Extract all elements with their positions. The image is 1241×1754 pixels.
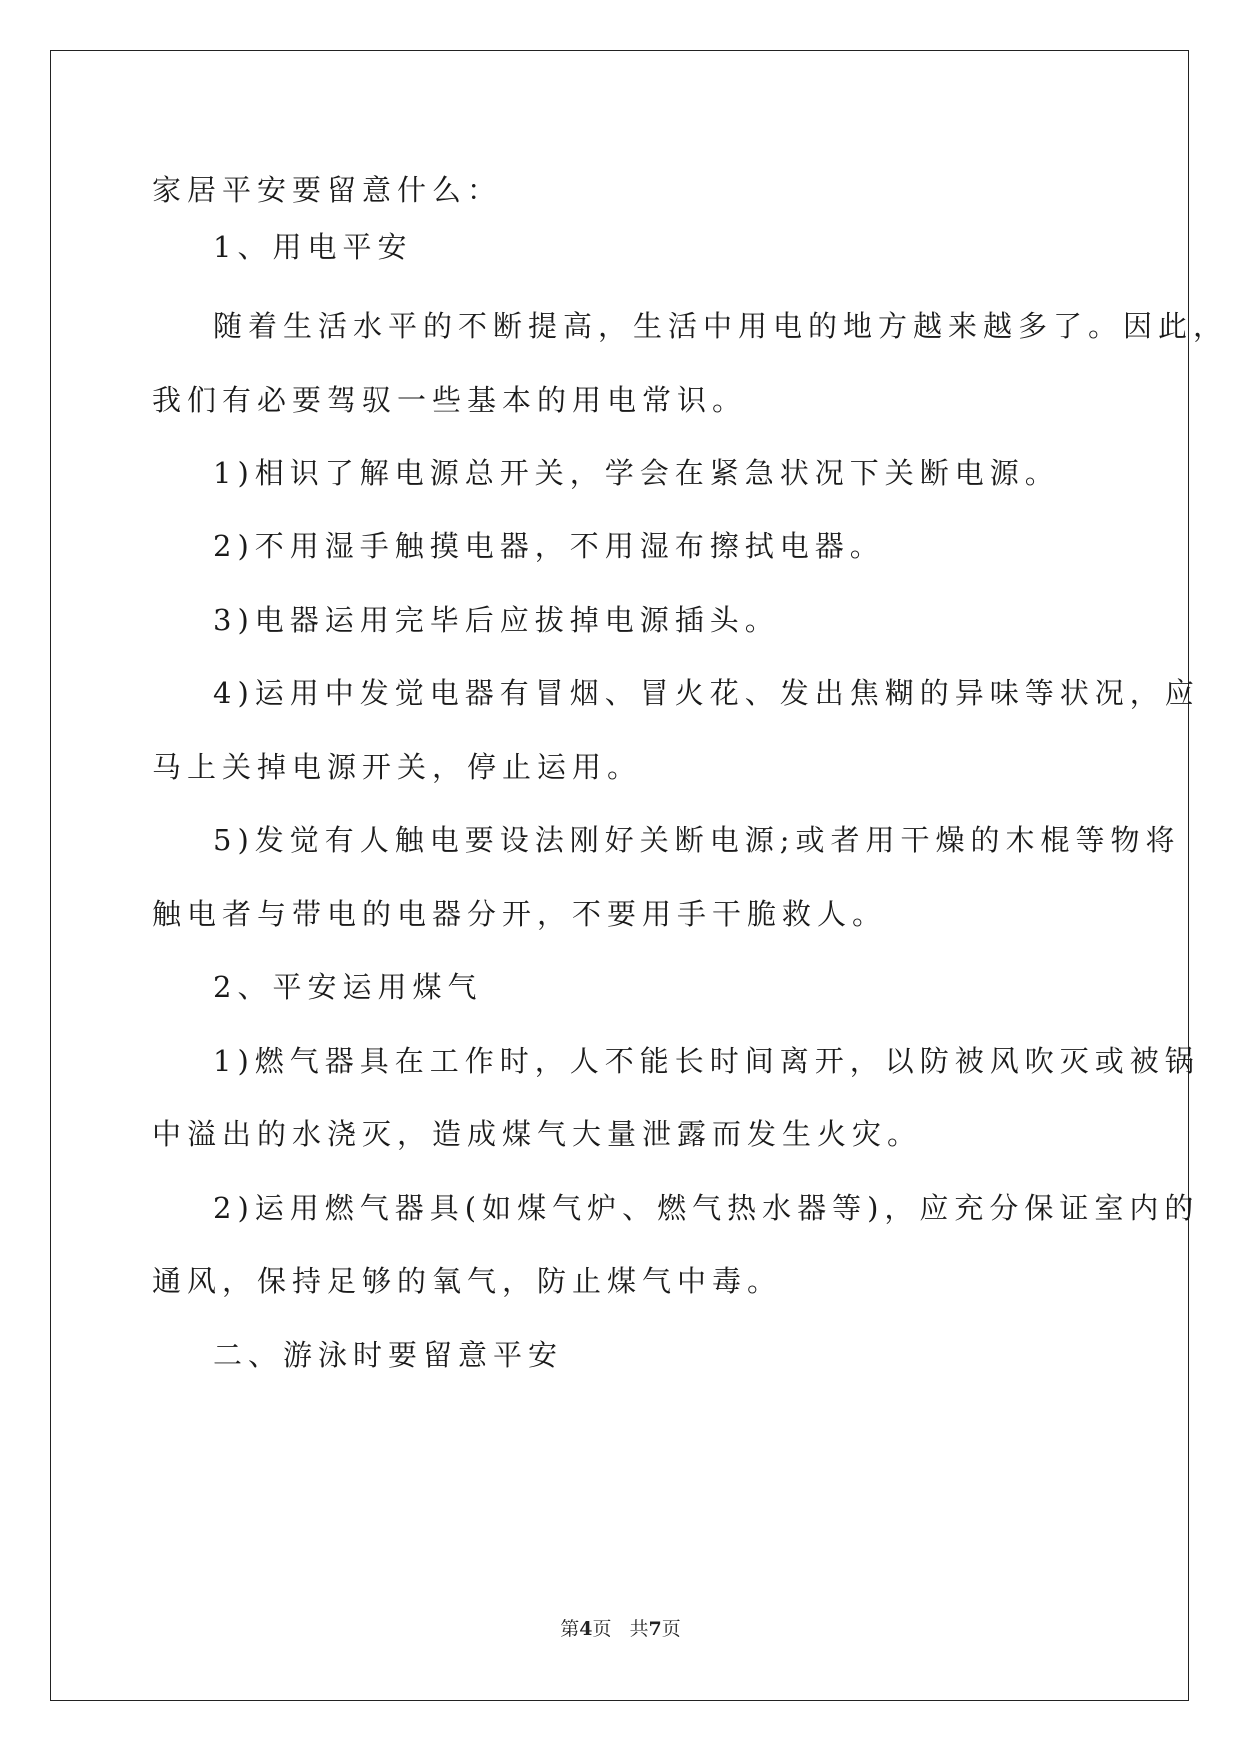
intro-heading: 家居平安要留意什么： <box>152 173 503 207</box>
list-item: 4)运用中发觉电器有冒烟、冒火花、发出焦糊的异味等状况，应 <box>213 676 1200 710</box>
page-total: 7 <box>648 1618 662 1640</box>
paragraph-line: 随着生活水平的不断提高，生活中用电的地方越来越多了。因此， <box>213 309 1229 343</box>
page-unit: 页 <box>592 1618 612 1640</box>
total-unit: 页 <box>661 1618 681 1640</box>
list-item: 1)燃气器具在工作时，人不能长时间离开，以防被风吹灭或被锅 <box>213 1044 1200 1078</box>
list-item: 1)相识了解电源总开关，学会在紧急状况下关断电源。 <box>213 456 1060 490</box>
list-item-continuation: 中溢出的水浇灭，造成煤气大量泄露而发生火灾。 <box>152 1117 923 1151</box>
list-item-continuation: 通风，保持足够的氧气，防止煤气中毒。 <box>152 1264 783 1298</box>
list-item: 5)发觉有人触电要设法刚好关断电源;或者用干燥的木棍等物将 <box>213 823 1181 857</box>
total-prefix: 共 <box>629 1618 649 1640</box>
list-item: 2)运用燃气器具(如煤气炉、燃气热水器等)，应充分保证室内的 <box>213 1191 1200 1225</box>
list-item-continuation: 马上关掉电源开关，停止运用。 <box>152 750 643 784</box>
page-border <box>50 50 1189 1701</box>
list-item-continuation: 触电者与带电的电器分开，不要用手干脆救人。 <box>152 897 888 931</box>
page-current: 4 <box>579 1618 593 1640</box>
list-item: 2)不用湿手触摸电器，不用湿布擦拭电器。 <box>213 529 885 563</box>
page-footer <box>0 1614 1241 1641</box>
page-prefix: 第 <box>560 1618 580 1640</box>
section-heading-gas: 2、平安运用煤气 <box>213 970 483 1004</box>
section-heading-electricity: 1、用电平安 <box>213 230 413 264</box>
paragraph-line: 我们有必要驾驭一些基本的用电常识。 <box>152 383 748 417</box>
list-item: 3)电器运用完毕后应拔掉电源插头。 <box>213 603 780 637</box>
section-heading-swimming: 二、游泳时要留意平安 <box>213 1338 564 1372</box>
